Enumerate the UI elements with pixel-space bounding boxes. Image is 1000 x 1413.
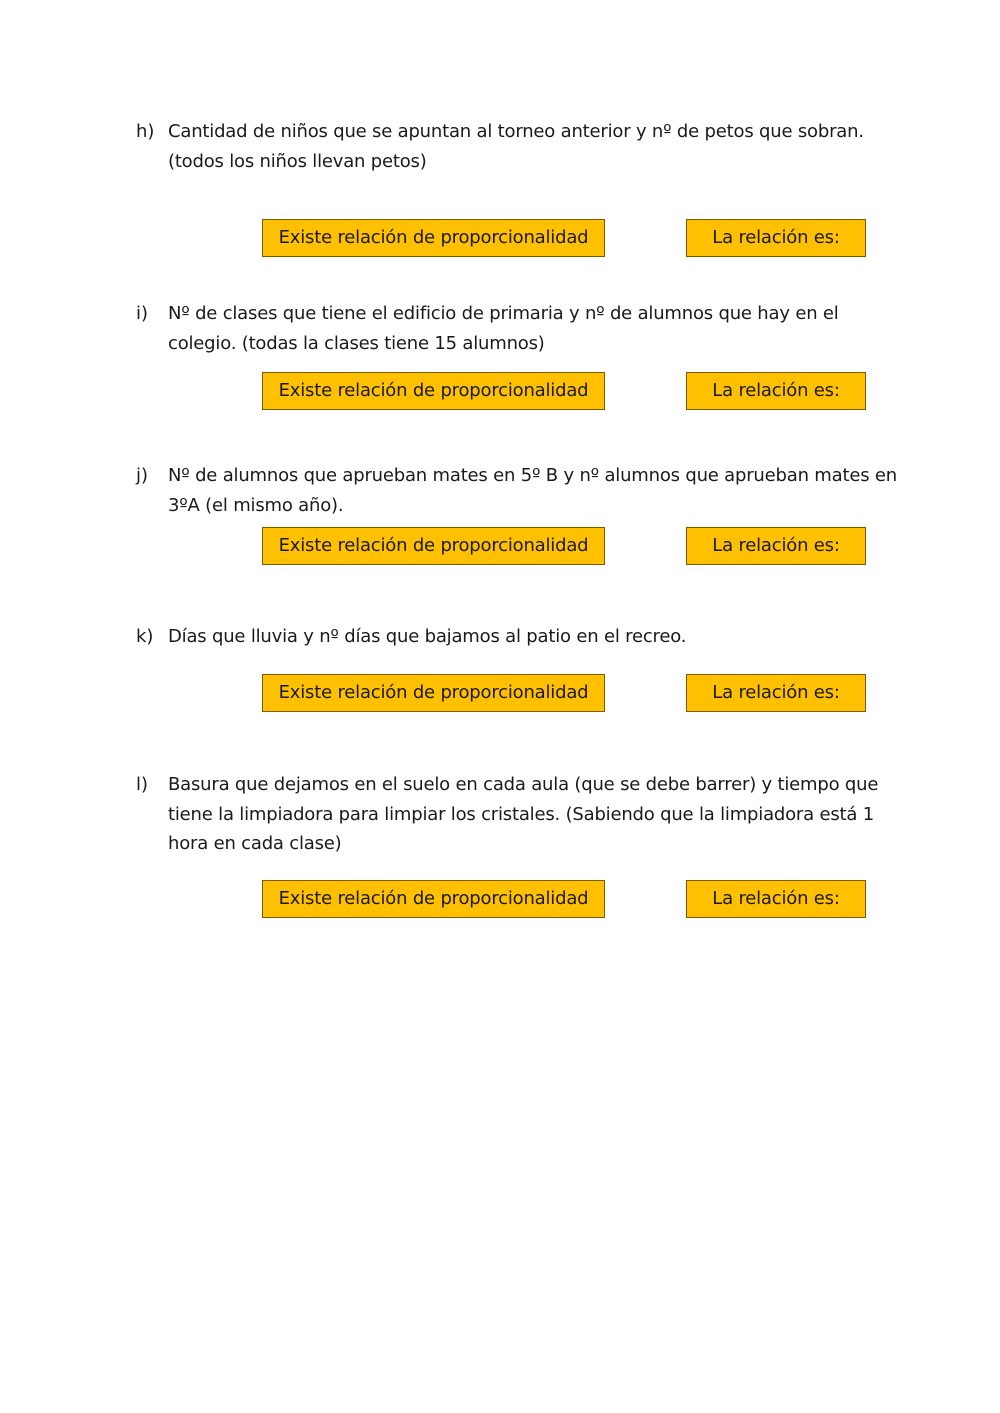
question-line: (todos los niños llevan petos) — [168, 150, 427, 172]
question-text — [168, 299, 868, 358]
relation-box-j[interactable]: La relación es: — [686, 527, 866, 565]
question-line: Días que lluvia y nº días que bajamos al patio en el recreo. — [168, 626, 687, 647]
question-letter: i) — [136, 303, 149, 324]
question-line: hora en cada clase) — [168, 833, 342, 854]
question-text — [168, 770, 879, 859]
question-letter: h) — [136, 121, 155, 142]
question-line: colegio. (todas la clases tiene 15 alumnos) — [168, 332, 545, 354]
question-line: 3ºA (el mismo año). — [168, 494, 344, 516]
relation-box-i[interactable]: La relación es: — [686, 372, 866, 410]
proportionality-box-h[interactable]: Existe relación de proporcionalidad — [262, 219, 605, 257]
question-text — [168, 461, 897, 520]
question-line: Cantidad de niños que se apuntan al torneo anterior y nº de petos que sobran. — [168, 121, 864, 142]
question-letter: j) — [136, 465, 149, 486]
question-line: tiene la limpiadora para limpiar los cristales. (Sabiendo que la limpiadora está 1 — [168, 803, 874, 825]
question-line: Nº de clases que tiene el edificio de primaria y nº de alumnos que hay en el — [168, 303, 839, 324]
question-line: Nº de alumnos que aprueban mates en 5º B y nº alumnos que aprueban mates en — [168, 465, 897, 486]
question-letter: l) — [136, 774, 149, 795]
proportionality-box-k[interactable]: Existe relación de proporcionalidad — [262, 674, 605, 712]
question-letter: k) — [136, 626, 154, 647]
proportionality-box-i[interactable]: Existe relación de proporcionalidad — [262, 372, 605, 410]
proportionality-box-l[interactable]: Existe relación de proporcionalidad — [262, 880, 605, 918]
question-line: Basura que dejamos en el suelo en cada aula (que se debe barrer) y tiempo que — [168, 774, 879, 795]
relation-box-l[interactable]: La relación es: — [686, 880, 866, 918]
relation-box-k[interactable]: La relación es: — [686, 674, 866, 712]
proportionality-box-j[interactable]: Existe relación de proporcionalidad — [262, 527, 605, 565]
question-text — [168, 117, 868, 176]
question-text — [168, 622, 868, 652]
relation-box-h[interactable]: La relación es: — [686, 219, 866, 257]
